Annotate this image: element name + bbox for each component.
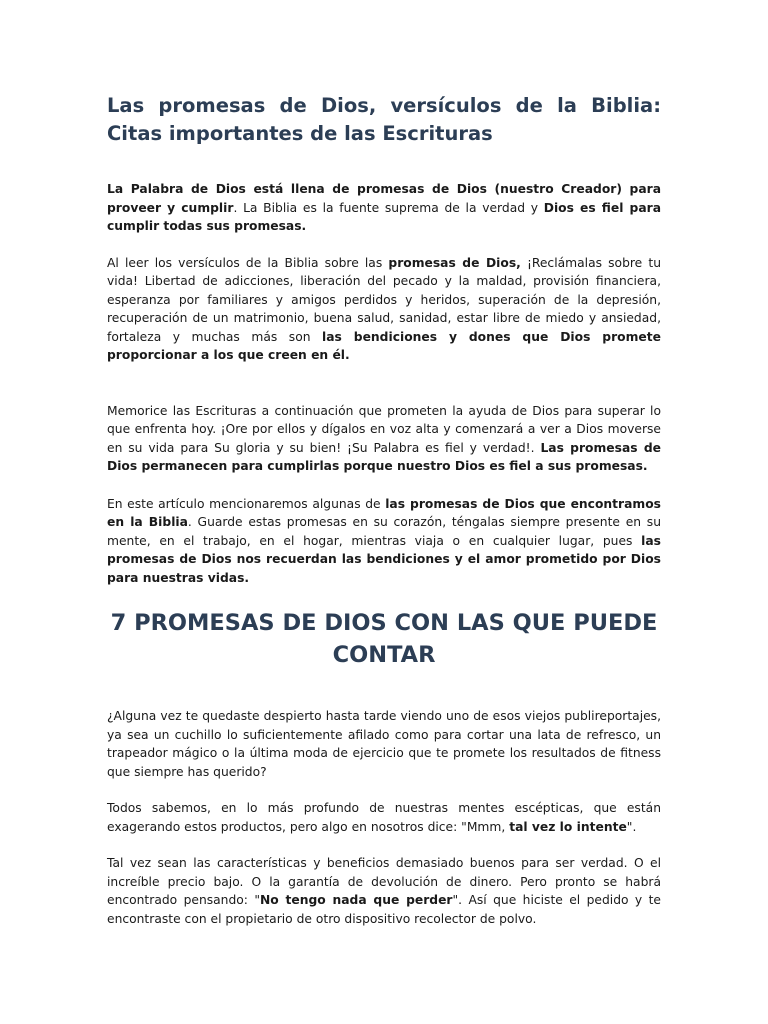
para4-bold-1: las promesas de Dios que encontramos en la Biblia xyxy=(107,496,661,529)
para2-bold-2: las bendiciones y dones que Dios promete proporcionar a los que creen en él. xyxy=(107,329,661,362)
para6-text-1: Todos sabemos, en lo más profundo de nuestras mentes escépticas, que están exagerando estos productos, pero algo en nosotros dice: "Mmm, xyxy=(107,801,661,834)
paragraph-infomercial: ¿Alguna vez te quedaste despierto hasta tarde viendo uno de esos viejos publireportajes, ya sea un cuchillo lo suficientemente afilado como para cortar una lata de refresco, un trapeador mágico o la última moda de ejercicio que te promete los resultados de fitness que siempre has querido? xyxy=(107,709,661,779)
para7-bold-1: No tengo nada que perder xyxy=(260,893,453,907)
article-title: Las promesas de Dios, versículos de la Biblia: Citas importantes de las Escrituras xyxy=(107,94,661,145)
para4-bold-2: las promesas de Dios nos recuerdan las bendiciones y el amor prometido por Dios para nuestras vidas. xyxy=(107,533,661,585)
para4-text-2: . Guarde estas promesas en su corazón, téngalas siempre presente en su mente, en el trabajo, en el hogar, mientras viaja o en cualquier lugar, pues xyxy=(107,515,661,548)
para7-text-2: ". Así que hiciste el pedido y te encontraste con el propietario de otro dispositivo recolector de polvo. xyxy=(107,893,661,926)
paragraph-promises xyxy=(107,254,661,365)
paragraph-memorize xyxy=(107,402,661,476)
para6-text-2: ". xyxy=(626,819,637,834)
para2-text-1: Al leer los versículos de la Biblia sobre las xyxy=(107,255,389,270)
para3-text-1: Memorice las Escrituras a continuación que prometen la ayuda de Dios para superar lo que enfrenta hoy. ¡Ore por ellos y dígalos en voz alta y comenzará a ver a Dios moverse en su vida para Su gloria y su bien! ¡Su Palabra es fiel y verdad!. xyxy=(107,403,661,455)
para4-text-1: En este artículo mencionaremos algunas de xyxy=(107,496,386,511)
document-page xyxy=(107,92,661,928)
section-heading: 7 PROMESAS DE DIOS CON LAS QUE PUEDE CONTAR xyxy=(110,610,658,668)
intro-bold-1: La Palabra de Dios está llena de promesas de Dios (nuestro Creador) para proveer y cumplir xyxy=(107,182,661,215)
para7-text-1: Tal vez sean las características y beneficios demasiado buenos para ser verdad. O el increíble precio bajo. O la garantía de devolución de dinero. Pero pronto se habrá encontrado pensando: " xyxy=(107,856,661,907)
para3-bold-1: Las promesas de Dios permanecen para cumplirlas porque nuestro Dios es fiel a sus promesas. xyxy=(107,440,662,473)
intro-text-1: . La Biblia es la fuente suprema de la verdad y xyxy=(233,200,544,215)
intro-bold-2: Dios es fiel para cumplir todas sus promesas. xyxy=(107,200,662,233)
intro-paragraph xyxy=(107,180,661,236)
paragraph-skeptical xyxy=(107,799,661,836)
para2-text-2: ¡Reclámalas sobre tu vida! Libertad de adicciones, liberación del pecado y la maldad, provisión financiera, esperanza por familiares y amigos perdidos y heridos, superación de la depresión, recuperación de un matrimonio, buena salud, sanidad, estar libre de miedo y ansiedad, fortaleza y muchas más son xyxy=(107,255,661,344)
para6-bold-1: tal vez lo intente xyxy=(509,819,627,834)
paragraph-nothing-to-lose xyxy=(107,854,661,928)
paragraph-article-intro xyxy=(107,495,661,588)
para2-bold-1: promesas de Dios, xyxy=(388,255,521,270)
